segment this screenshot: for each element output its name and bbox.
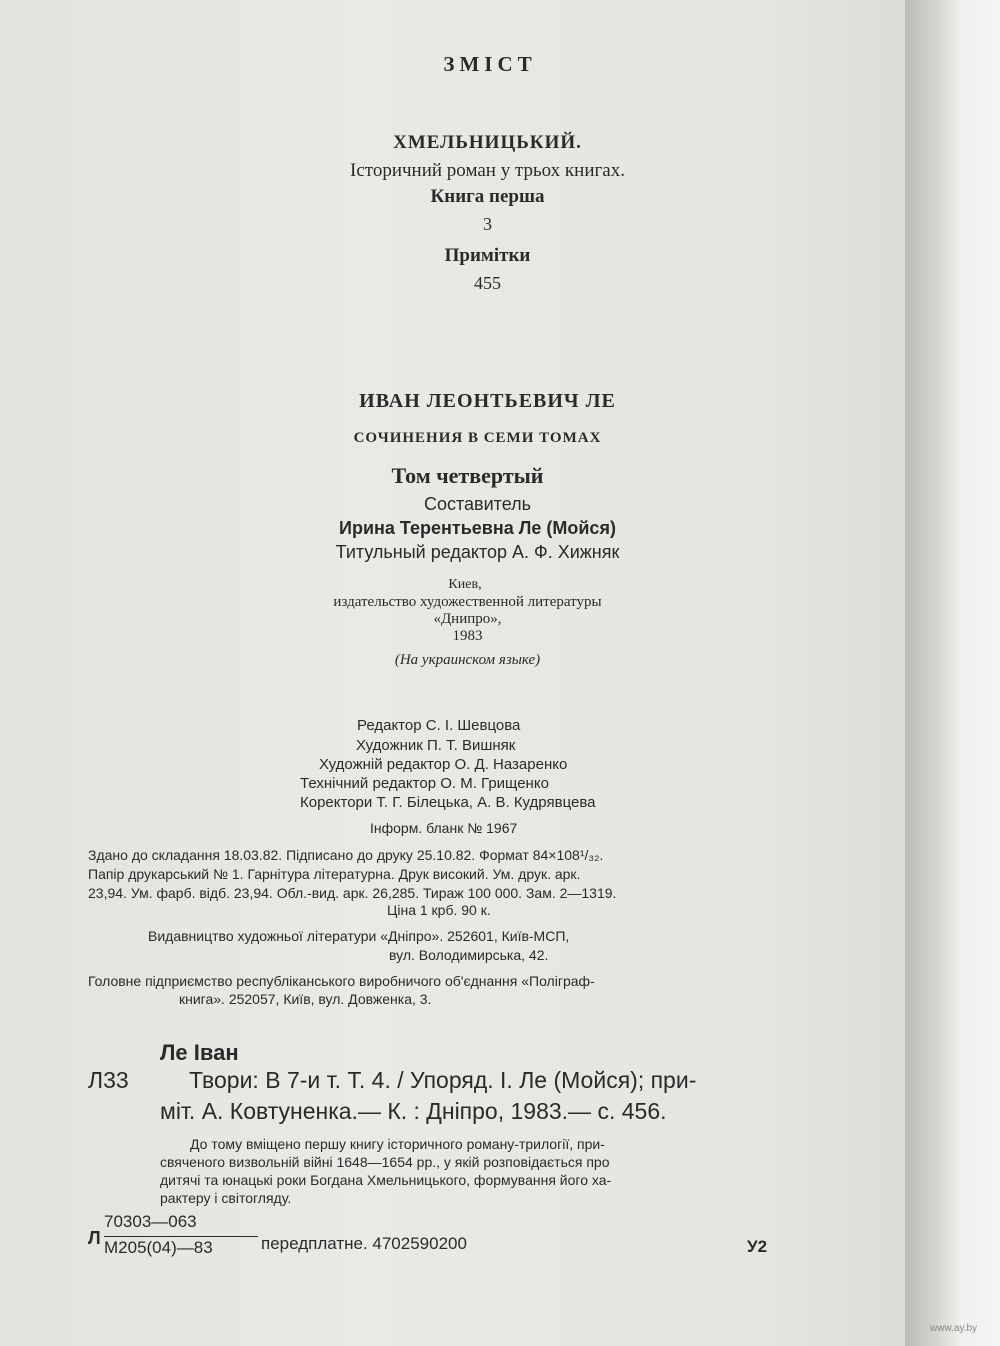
- catalog-author: Ле Іван: [160, 1040, 239, 1065]
- abstract-line: До тому вміщено першу книгу історичного роману-трилогії, при-: [190, 1136, 605, 1152]
- novel-subtitle: Історичний роман у трьох книгах.: [350, 160, 625, 181]
- code-letter: Л: [88, 1228, 101, 1248]
- publication-city: Киев,: [448, 577, 482, 592]
- printer-line: Головне підприємство республіканського виробничого об'єднання «Поліграф-: [88, 973, 595, 989]
- tech-line: Здано до складання 18.03.82. Підписано до друку 25.10.82. Формат 84×108¹/₃₂.: [88, 847, 604, 863]
- page-edge: [905, 0, 1000, 1346]
- publisher-address: вул. Володимирська, 42.: [389, 947, 549, 963]
- compiler-name: Ирина Терентьевна Ле (Мойся): [339, 518, 616, 538]
- credit-line: Редактор С. І. Шевцова: [357, 717, 521, 734]
- price-code: У2: [747, 1237, 768, 1256]
- watermark: www.ay.by: [930, 1323, 978, 1334]
- fraction-rule: [104, 1236, 258, 1237]
- abstract-line: свяченого визвольній війні 1648—1654 рр., у якій розповідається про: [160, 1154, 610, 1170]
- printer-line: книга». 252057, Київ, вул. Довженка, 3.: [179, 991, 432, 1007]
- works-title: СОЧИНЕНИЯ В СЕМИ ТОМАХ: [353, 430, 602, 446]
- compiler-label: Составитель: [423, 494, 531, 514]
- classification-code: Л33: [88, 1067, 129, 1093]
- inform-blank: Інформ. бланк № 1967: [370, 820, 518, 836]
- credit-line: Технічний редактор О. М. Грищенко: [300, 775, 549, 792]
- credit-line: Художник П. Т. Вишняк: [356, 737, 516, 754]
- tech-line: Папір друкарський № 1. Гарнітура літературна. Друк високий. Ум. друк. арк.: [88, 866, 581, 882]
- biblio-line: міт. А. Ковтуненка.— К. : Дніпро, 1983.— с. 456.: [160, 1098, 667, 1124]
- price-line: Ціна 1 крб. 90 к.: [387, 902, 491, 918]
- notes-page-number: 455: [474, 273, 501, 293]
- biblio-line: Твори: В 7-и т. Т. 4. / Упоряд. І. Ле (Мойся); при-: [189, 1067, 697, 1093]
- title-editor: Титульный редактор А. Ф. Хижняк: [335, 542, 620, 562]
- code-denominator: М205(04)—83: [104, 1238, 213, 1257]
- abstract-line: дитячі та юнацькі роки Богдана Хмельницького, формування його ха-: [160, 1172, 612, 1188]
- tech-line: 23,94. Ум. фарб. відб. 23,94. Обл.-вид. арк. 26,285. Тираж 100 000. Зам. 2—1319.: [88, 885, 617, 901]
- publisher-description: издательство художественной литературы: [333, 594, 602, 610]
- novel-title: ХМЕЛЬНИЦЬКИЙ.: [393, 132, 582, 153]
- abstract-line: рактеру і світогляду.: [160, 1190, 292, 1206]
- book-label: Книга перша: [430, 186, 545, 207]
- notes-label: Примітки: [444, 245, 531, 266]
- contents-heading: ЗМІСТ: [443, 52, 537, 76]
- subscription-code: передплатне. 4702590200: [261, 1234, 467, 1253]
- credit-line: Художній редактор О. Д. Назаренко: [319, 756, 568, 773]
- publication-year: 1983: [452, 628, 483, 644]
- publisher-name: «Днипро»,: [433, 611, 502, 627]
- author-name: ИВАН ЛЕОНТЬЕВИЧ ЛЕ: [359, 390, 616, 412]
- credit-line: Коректори Т. Г. Білецька, А. В. Кудрявцева: [300, 794, 596, 811]
- language-note: (На украинском языке): [394, 652, 541, 668]
- code-numerator: 70303—063: [104, 1212, 197, 1231]
- volume-label: Том четвертый: [391, 463, 544, 488]
- publisher-address: Видавництво художньої літератури «Дніпро». 252601, Київ-МСП,: [148, 928, 570, 944]
- book-page-number: 3: [483, 214, 492, 234]
